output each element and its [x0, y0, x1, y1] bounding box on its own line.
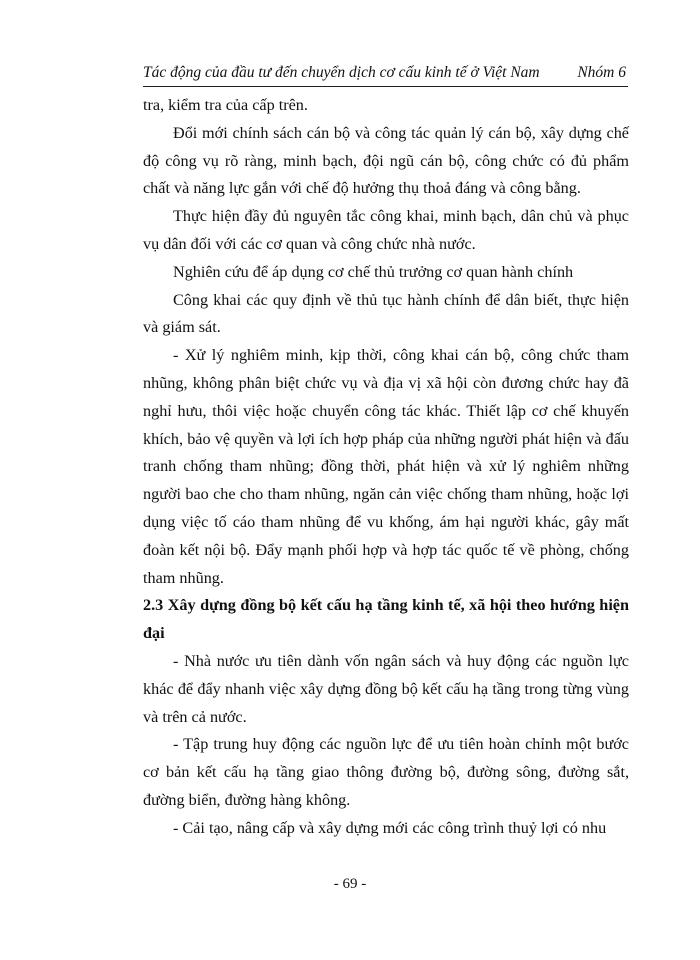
page-number: - 69 - — [333, 876, 367, 892]
section-heading: 2.3 Xây dựng đồng bộ kết cấu hạ tầng kinh tế, xã hội theo hướng hiện đại — [143, 596, 629, 643]
header-group: Nhóm 6 — [577, 64, 626, 81]
document-body — [143, 92, 629, 843]
paragraph-5: Công khai các quy định về thủ tục hành chính để dân biết, thực hiện và giám sát. — [143, 290, 629, 337]
running-header — [143, 64, 628, 87]
paragraph-3: Thực hiện đầy đủ nguyên tắc công khai, minh bạch, dân chủ và phục vụ dân đối với các cơ quan và công chức nhà nước. — [143, 207, 629, 253]
paragraph-4: Nghiên cứu để áp dụng cơ chế thủ trưởng cơ quan hành chính — [173, 262, 574, 281]
paragraph-2: Đổi mới chính sách cán bộ và công tác quản lý cán bộ, xây dựng chế độ công vụ rõ ràng, minh bạch, đội ngũ cán bộ, công chức có đủ phẩm chất và năng lực gắn với chế độ hưởng thụ thoả đáng và công bằng. — [143, 123, 629, 198]
paragraph-7: - Nhà nước ưu tiên dành vốn ngân sách và huy động các nguồn lực khác để đẩy nhanh việc xây dựng đồng bộ kết cấu hạ tầng trong từng vùng và trên cả nước. — [143, 651, 629, 726]
paragraph-9: - Cải tạo, nâng cấp và xây dựng mới các công trình thuỷ lợi có nhu — [173, 818, 607, 837]
header-title: Tác động của đầu tư đến chuyển dịch cơ cấu kinh tế ở Việt Nam — [143, 64, 540, 81]
paragraph-6: - Xử lý nghiêm minh, kịp thời, công khai cán bộ, công chức tham nhũng, không phân biệt chức vụ và địa vị xã hội còn đương chức hay đã nghỉ hưu, thôi việc hoặc chuyển công tác khác. Thiết lập cơ chế khuyến khích, bảo vệ quyền và lợi ích hợp pháp của những người phát hiện và đấu tranh chống tham nhũng; đồng thời, phát hiện và xử lý nghiêm những người bao che cho tham nhũng, ngăn cản việc chống tham nhũng, hoặc lợi dụng việc tố cáo tham nhũng để vu khống, ám hại người khác, gây mất đoàn kết nội bộ. Đẩy mạnh phối hợp và hợp tác quốc tế về phòng, chống tham nhũng. — [143, 346, 629, 587]
paragraph-8: - Tập trung huy động các nguồn lực để ưu tiên hoàn chỉnh một bước cơ bản kết cấu hạ tầng giao thông đường bộ, đường sông, đường sắt, đường biển, đường hàng không. — [143, 735, 629, 809]
paragraph-1: tra, kiểm tra của cấp trên. — [143, 96, 308, 114]
